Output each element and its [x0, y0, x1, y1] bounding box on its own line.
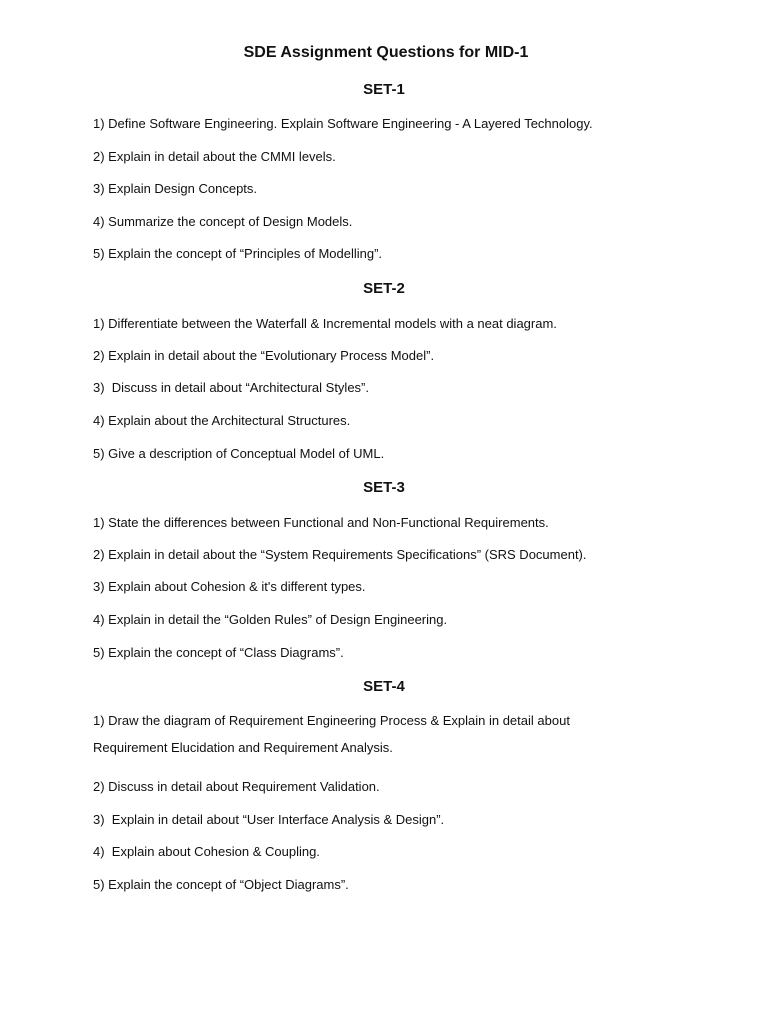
set-3-question-1: 1) State the differences between Functional and Non-Functional Requirements. [93, 515, 549, 530]
set-3-question-5: 5) Explain the concept of “Class Diagrams”. [93, 645, 344, 660]
document-title: SDE Assignment Questions for MID-1 [243, 44, 529, 61]
set-2-heading: SET-2 [363, 280, 405, 297]
set-4-heading: SET-4 [363, 678, 405, 695]
set-3-heading: SET-3 [363, 479, 405, 496]
set-2-question-2: 2) Explain in detail about the “Evolutionary Process Model”. [93, 348, 435, 363]
set-1-question-1: 1) Define Software Engineering. Explain Software Engineering - A Layered Technology. [93, 116, 593, 131]
set-4-question-1: 1) Draw the diagram of Requirement Engineering Process & Explain in detail about Requirement Elucidation and Requirement Analysis. [93, 713, 570, 755]
set-3-question-4: 4) Explain in detail the “Golden Rules” of Design Engineering. [93, 612, 448, 627]
set-2-question-3: 3) Discuss in detail about “Architectural Styles”. [93, 380, 369, 395]
set-2-question-1: 1) Differentiate between the Waterfall & Incremental models with a neat diagram. [93, 316, 557, 331]
set-2-question-5: 5) Give a description of Conceptual Model of UML. [93, 446, 385, 461]
set-4-question-5: 5) Explain the concept of “Object Diagrams”. [93, 877, 349, 892]
set-1-question-2: 2) Explain in detail about the CMMI levels. [93, 149, 336, 164]
set-1-question-4: 4) Summarize the concept of Design Models. [93, 214, 353, 229]
set-1-question-5: 5) Explain the concept of “Principles of Modelling”. [93, 246, 383, 261]
set-3-question-2: 2) Explain in detail about the “System Requirements Specifications” (SRS Document). [93, 547, 587, 562]
set-1-heading: SET-1 [363, 81, 405, 98]
set-2-question-4: 4) Explain about the Architectural Structures. [93, 413, 351, 428]
set-1-question-3: 3) Explain Design Concepts. [93, 181, 258, 196]
set-4-question-2: 2) Discuss in detail about Requirement Validation. [93, 779, 380, 794]
set-4-question-4: 4) Explain about Cohesion & Coupling. [93, 844, 320, 859]
set-3-question-3: 3) Explain about Cohesion & it's different types. [93, 579, 366, 594]
set-4-question-3: 3) Explain in detail about “User Interface Analysis & Design”. [93, 812, 445, 827]
